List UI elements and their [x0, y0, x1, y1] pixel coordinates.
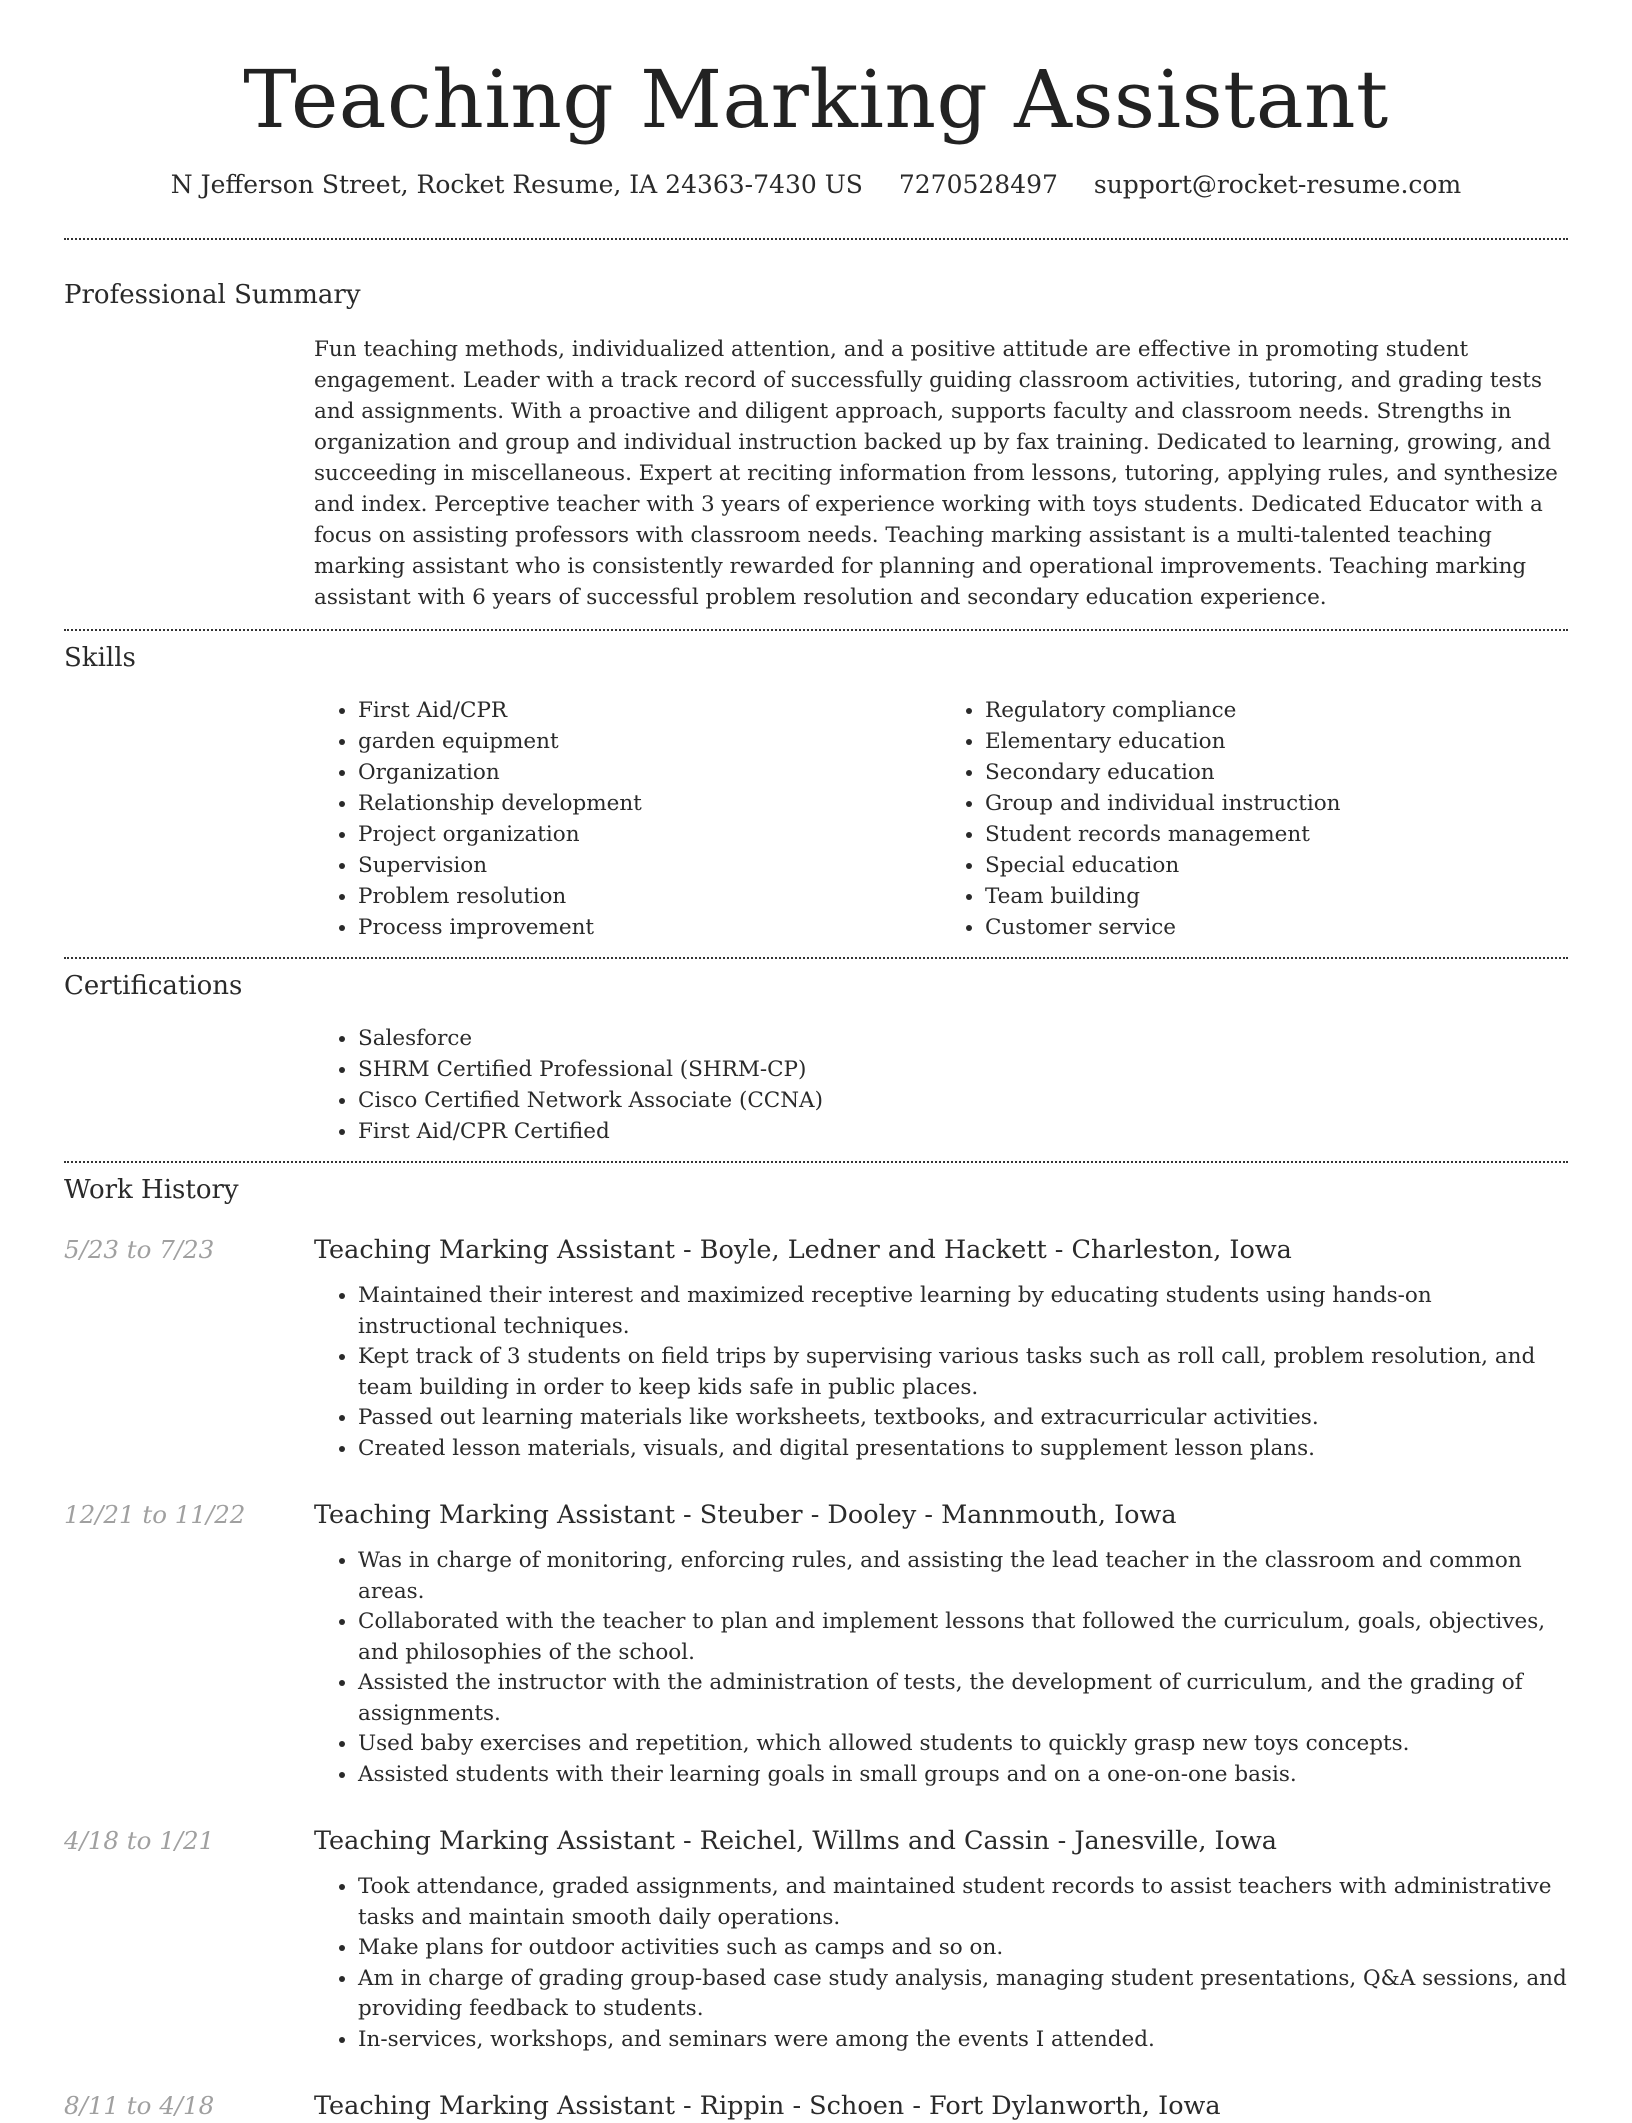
job-bullet: • Was in charge of monitoring, enforcing rules, and assisting the lead teacher in the classroom and common areas.: [358, 1546, 1568, 1607]
skill-item: • Supervision: [358, 850, 941, 881]
summary-title: Professional Summary: [64, 280, 361, 310]
skill-item: • Process improvement: [358, 912, 941, 943]
job-bullet: • In-services, workshops, and seminars were among the events I attended.: [358, 2025, 1568, 2056]
certification-item: • Salesforce: [358, 1023, 1568, 1054]
skills-column-left: [314, 695, 941, 943]
skill-item: • garden equipment: [358, 726, 941, 757]
job-title: Teaching Marking Assistant - Boyle, Ledner and Hackett - Charleston, Iowa: [314, 1235, 1292, 1265]
certifications-section: [64, 969, 1568, 1147]
certifications-divider: [64, 1161, 1568, 1163]
skill-item: • Elementary education: [985, 726, 1568, 757]
job-title: Teaching Marking Assistant - Steuber - Dooley - Mannmouth, Iowa: [314, 1500, 1177, 1530]
job-title: Teaching Marking Assistant - Reichel, Willms and Cassin - Janesville, Iowa: [314, 1826, 1277, 1856]
skill-item: • Team building: [985, 881, 1568, 912]
summary-divider: [64, 629, 1568, 631]
summary-section: [64, 278, 1568, 613]
job-bullets: [314, 1546, 1568, 1790]
skills-title: Skills: [64, 643, 136, 673]
job-bullets: [314, 1281, 1568, 1464]
skills-section: [64, 641, 1568, 943]
job-entry: [64, 2089, 1568, 2123]
skill-item: • Secondary education: [985, 757, 1568, 788]
certifications-list: [314, 1023, 1568, 1147]
job-dates: 12/21 to 11/22: [64, 1500, 246, 1529]
job-header: [64, 1233, 1568, 1267]
contact-address: N Jefferson Street, Rocket Resume, IA 24363-7430 US: [170, 170, 863, 199]
contact-line: [64, 168, 1568, 202]
job-header: [64, 1498, 1568, 1532]
job-title: Teaching Marking Assistant - Rippin - Schoen - Fort Dylanworth, Iowa: [314, 2091, 1221, 2121]
header-divider: [64, 238, 1568, 240]
job-header: [64, 2089, 1568, 2123]
work-section: [64, 1173, 1568, 2123]
summary-text: Fun teaching methods, individualized attention, and a positive attitude are effective in promoting student engagement. Leader with a track record of successfully guiding classroom activities, tutoring, and grading tests and assignments. With a proactive and diligent approach, supports faculty and classroom needs. Strengths in organization and group and individual instruction backed up by fax training. Dedicated to learning, growing, and succeeding in miscellaneous. Expert at reciting information from lessons, tutoring, applying rules, and synthesize and index. Perceptive teacher with 3 years of experience working with toys students. Dedicated Educator with a focus on assisting professors with classroom needs. Teaching marking assistant is a multi-talented teaching marking assistant who is consistently rewarded for planning and operational improvements. Teaching marking assistant with 6 years of successful problem resolution and secondary education experience.: [314, 337, 1558, 610]
skill-item: • First Aid/CPR: [358, 695, 941, 726]
skill-item: • Customer service: [985, 912, 1568, 943]
skill-item: • Problem resolution: [358, 881, 941, 912]
job-bullet: • Created lesson materials, visuals, and digital presentations to supplement lesson plans.: [358, 1434, 1568, 1465]
contact-email: support@rocket-resume.com: [1093, 170, 1462, 199]
job-bullet: • Kept track of 3 students on field trips by supervising various tasks such as roll call, problem resolution, and team building in order to keep kids safe in public places.: [358, 1342, 1568, 1403]
skill-item: • Relationship development: [358, 788, 941, 819]
resume-page: [64, 0, 1568, 2123]
job-header: [64, 1824, 1568, 1858]
job-bullet: • Maintained their interest and maximized receptive learning by educating students using hands-on instructional techniques.: [358, 1281, 1568, 1342]
job-bullet: • Used baby exercises and repetition, which allowed students to quickly grasp new toys concepts.: [358, 1729, 1568, 1760]
skill-item: • Project organization: [358, 819, 941, 850]
work-title: Work History: [64, 1175, 239, 1205]
job-entry: [64, 1233, 1568, 1464]
job-bullet: • Collaborated with the teacher to plan and implement lessons that followed the curriculum, goals, objectives, and philosophies of the school.: [358, 1607, 1568, 1668]
job-bullet: • Assisted the instructor with the administration of tests, the development of curriculum, and the grading of assignments.: [358, 1668, 1568, 1729]
skill-item: • Regulatory compliance: [985, 695, 1568, 726]
skill-item: • Student records management: [985, 819, 1568, 850]
job-dates: 4/18 to 1/21: [64, 1826, 215, 1855]
job-bullet: • Took attendance, graded assignments, and maintained student records to assist teachers with administrative tasks and maintain smooth daily operations.: [358, 1872, 1568, 1933]
skill-item: • Group and individual instruction: [985, 788, 1568, 819]
certifications-title: Certifications: [64, 971, 243, 1001]
certification-item: • Cisco Certified Network Associate (CCNA): [358, 1085, 1568, 1116]
skills-column-right: [941, 695, 1568, 943]
job-bullet: • Am in charge of grading group-based case study analysis, managing student presentations, Q&A sessions, and providing feedback to students.: [358, 1964, 1568, 2025]
candidate-name: Teaching Marking Assistant: [243, 53, 1389, 146]
job-bullet: • Assisted students with their learning goals in small groups and on a one-on-one basis.: [358, 1760, 1568, 1791]
job-bullet: • Make plans for outdoor activities such as camps and so on.: [358, 1933, 1568, 1964]
certification-item: • First Aid/CPR Certified: [358, 1116, 1568, 1147]
job-bullet: • Passed out learning materials like worksheets, textbooks, and extracurricular activities.: [358, 1403, 1568, 1434]
job-entry: [64, 1498, 1568, 1790]
skill-item: • Special education: [985, 850, 1568, 881]
skills-list: [314, 695, 1568, 943]
contact-phone: 7270528497: [898, 170, 1058, 199]
job-bullets: [314, 1872, 1568, 2055]
job-dates: 8/11 to 4/18: [64, 2091, 215, 2120]
certifications-bullets: [314, 1023, 1568, 1147]
skills-divider: [64, 957, 1568, 959]
job-dates: 5/23 to 7/23: [64, 1235, 215, 1264]
job-entry: [64, 1824, 1568, 2055]
skill-item: • Organization: [358, 757, 941, 788]
certification-item: • SHRM Certified Professional (SHRM-CP): [358, 1054, 1568, 1085]
